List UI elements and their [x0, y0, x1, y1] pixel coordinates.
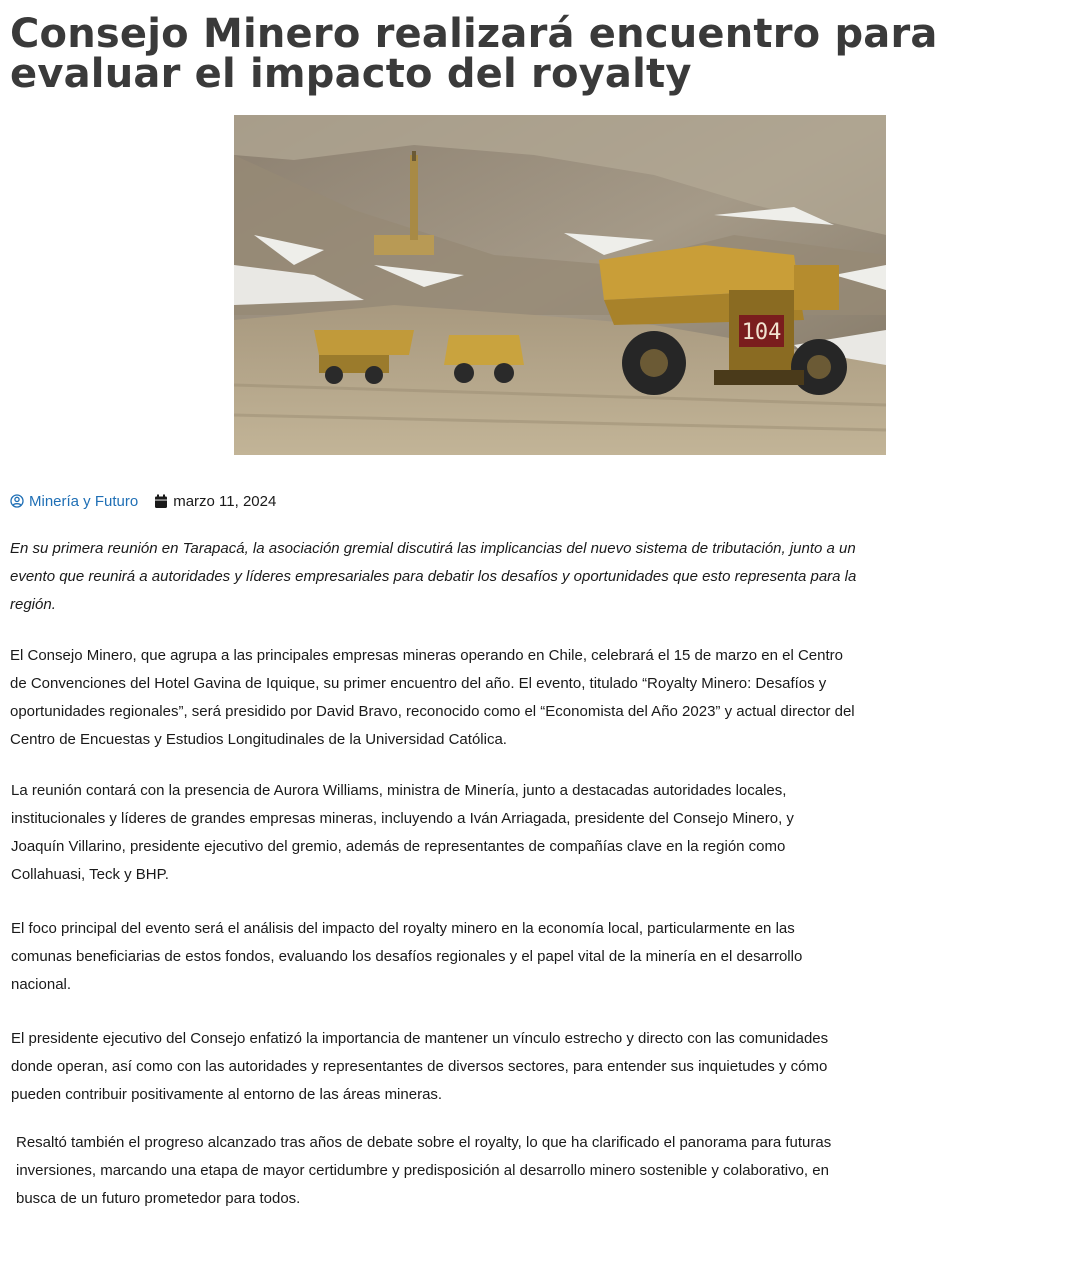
article-lead: En su primera reunión en Tarapacá, la asociación gremial discutirá las implicancias del nuevo sistema de tributación, junto a un evento que reunirá a autoridades y líderes empresariales para debatir los desafíos y oportunidades que esto representa para la región.	[10, 540, 857, 613]
article-paragraph: Resaltó también el progreso alcanzado tras años de debate sobre el royalty, lo que ha clarificado el panorama para futuras inversiones, marcando una etapa de mayor certidumbre y predisposición al desarrollo minero sostenible y colaborativo, en busca de un futuro prometedor para todos.	[16, 1134, 832, 1207]
author-link[interactable]	[10, 493, 138, 510]
truck-number: 104	[741, 320, 782, 345]
author-name: Minería y Futuro	[29, 492, 139, 510]
calendar-icon	[154, 494, 168, 509]
article-paragraph: El Consejo Minero, que agrupa a las principales empresas mineras operando en Chile, celebrará el 15 de marzo en el Centro de Convenciones del Hotel Gavina de Iquique, su primer encuentro del año. El evento, titulado “Royalty Minero: Desafíos y oportunidades regionales”, será presidido por David Bravo, reconocido como el “Economista del Año 2023” y actual director del Centro de Encuestas y Estudios Longitudinales de la Universidad Católica.	[10, 647, 855, 748]
date-text: marzo 11, 2024	[173, 492, 277, 510]
article-paragraph: El presidente ejecutivo del Consejo enfatizó la importancia de mantener un vínculo estrecho y directo con las comunidades donde operan, así como con las autoridades y representantes de diversos sectores, para entender sus inquietudes y cómo pueden contribuir positivamente al entorno de las áreas mineras.	[11, 1030, 829, 1103]
hero-image	[234, 115, 886, 455]
article-paragraph: La reunión contará con la presencia de Aurora Williams, ministra de Minería, junto a destacadas autoridades locales, institucionales y líderes de grandes empresas mineras, incluyendo a Iván Arriagada, presidente del Consejo Minero, y Joaquín Villarino, presidente ejecutivo del gremio, además de representantes de compañías clave en la región como Collahuasi, Teck y BHP.	[11, 782, 794, 883]
article-title: Consejo Minero realizará encuentro para evaluar el impacto del royalty	[10, 11, 938, 97]
article-paragraph: El foco principal del evento será el análisis del impacto del royalty minero en la economía local, particularmente en las comunas beneficiarias de estos fondos, evaluando los desafíos regionales y el papel vital de la minería en el desarrollo nacional.	[11, 920, 803, 993]
mine-trucks-photo	[234, 115, 886, 455]
article-meta	[10, 490, 276, 512]
publish-date	[154, 493, 276, 510]
user-circle-icon	[10, 494, 24, 508]
